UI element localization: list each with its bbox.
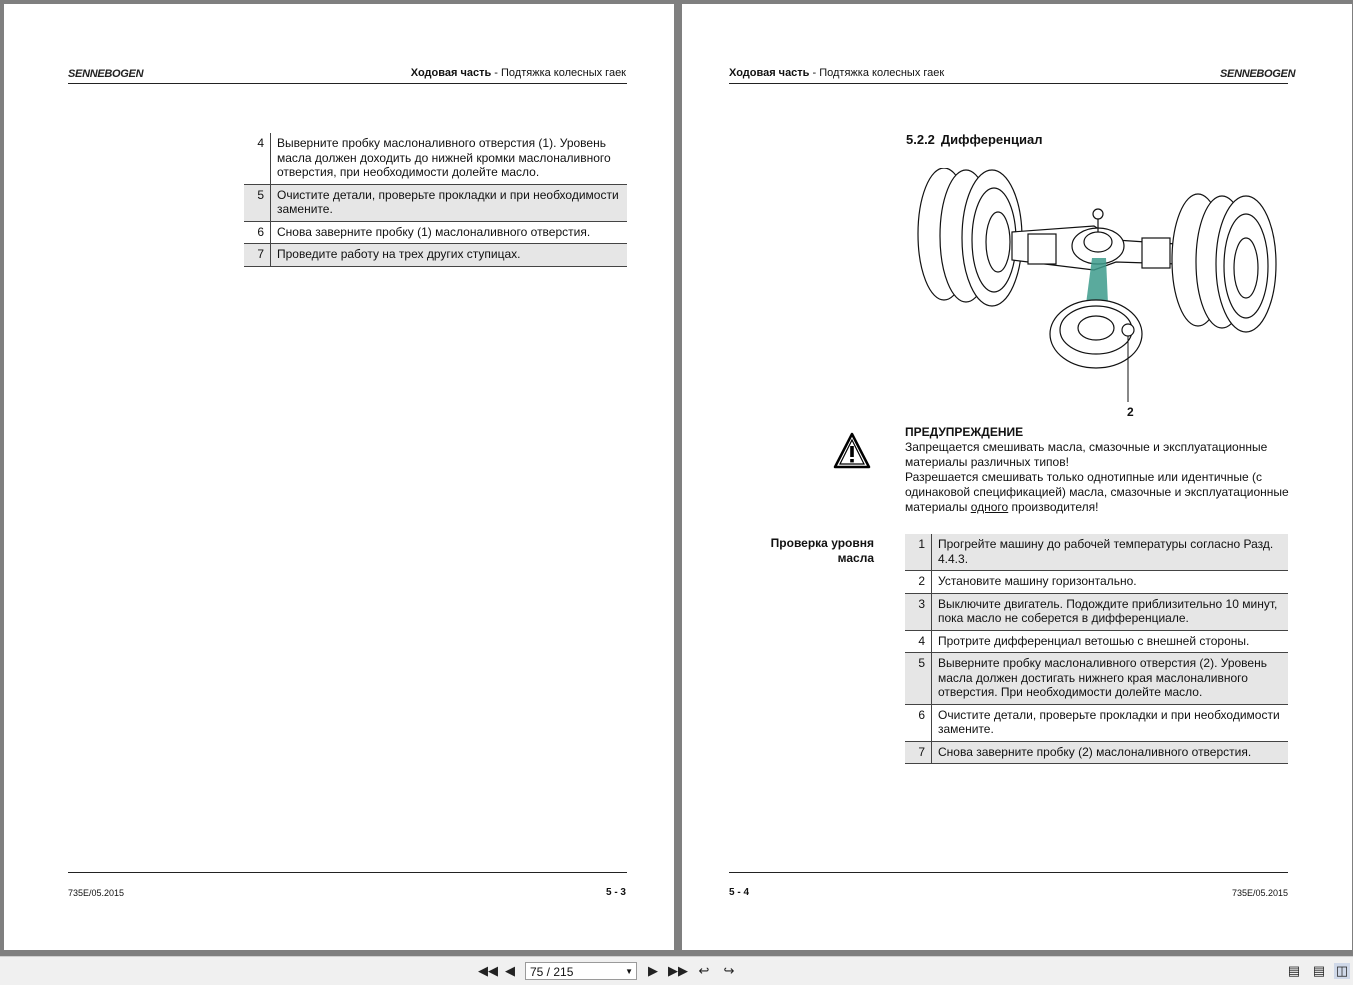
differential-axle-illustration xyxy=(916,168,1286,418)
warning-title: ПРЕДУПРЕЖДЕНИЕ xyxy=(905,425,1024,439)
header-rule xyxy=(729,83,1288,84)
section-number: 5.2.2 xyxy=(906,132,935,147)
step-row xyxy=(905,741,1288,764)
step-number: 5 xyxy=(905,653,932,705)
page-indicator: 75 / 215 xyxy=(530,965,574,979)
step-row xyxy=(244,133,627,184)
step-number: 6 xyxy=(905,704,932,741)
document-page-right xyxy=(682,4,1352,950)
header-rule xyxy=(68,83,627,84)
step-row xyxy=(905,534,1288,571)
step-row xyxy=(905,571,1288,594)
step-number: 7 xyxy=(244,244,271,267)
page-number-input[interactable] xyxy=(525,962,637,980)
last-page-icon[interactable]: ▶▶ xyxy=(668,963,688,978)
warning-paragraph-2 xyxy=(905,470,1295,515)
step-text: Выключите двигатель. Подождите приблизительно 10 минут, пока масло не соберется в дифференциале. xyxy=(938,596,1278,625)
step-text: Прогрейте машину до рабочей температуры согласно Разд. 4.4.3. xyxy=(938,537,1274,566)
step-number: 3 xyxy=(905,593,932,630)
page-number: 5 - 3 xyxy=(605,887,626,898)
step-number: 2 xyxy=(905,571,932,594)
step-text: Установите машину горизонтально. xyxy=(938,574,1137,588)
footer-rule xyxy=(68,872,627,873)
header-chapter: Ходовая часть xyxy=(410,67,492,79)
footer-code: 735E/05.2015 xyxy=(1231,888,1288,898)
continuous-view-icon[interactable]: ▤ xyxy=(1312,963,1326,978)
step-number: 7 xyxy=(905,741,932,764)
step-number: 1 xyxy=(905,534,932,571)
two-page-view-icon[interactable]: ◫ xyxy=(1335,963,1349,978)
warning-text-part: Разрешается смешивать только однотипные или идентичные (с одинаковой спецификацией) масла, смазочные и эксплуатационные материалы xyxy=(905,470,1289,514)
figure-callout-2: 2 xyxy=(1127,405,1134,419)
document-page-left xyxy=(4,4,674,950)
step-row xyxy=(905,653,1288,705)
step-row xyxy=(244,244,627,267)
header-chapter: Ходовая часть xyxy=(729,67,810,79)
step-text: Снова заверните пробку (2) маслоналивного отверстия. xyxy=(938,744,1252,759)
step-number: 6 xyxy=(244,221,271,244)
go-back-view-icon[interactable]: ↩ xyxy=(698,963,710,978)
page-number: 5 - 4 xyxy=(729,887,750,898)
sennebogen-logo: SENNEBOGEN xyxy=(68,68,144,80)
step-number: 4 xyxy=(244,133,271,184)
step-text: Протрите дифференциал ветошью с внешней стороны. xyxy=(938,633,1250,648)
previous-page-icon[interactable]: ◀ xyxy=(505,963,515,978)
single-page-view-icon[interactable]: ▤ xyxy=(1287,963,1301,978)
step-number: 4 xyxy=(905,630,932,653)
warning-text-part: производителя! xyxy=(1008,500,1099,514)
side-heading: Проверка уровня масла xyxy=(770,536,874,565)
step-row xyxy=(905,593,1288,630)
footer-rule xyxy=(729,872,1288,873)
viewer-toolbar xyxy=(0,956,1353,985)
header-topic: - Подтяжка колесных гаек xyxy=(809,67,945,79)
section-title xyxy=(906,132,1048,147)
first-page-icon[interactable]: ◀◀ xyxy=(478,963,498,978)
warning-triangle-icon xyxy=(833,432,871,470)
steps-table xyxy=(905,534,1288,764)
go-forward-view-icon[interactable]: ↪ xyxy=(723,963,735,978)
step-text: Снова заверните пробку (1) маслоналивного отверстия. xyxy=(277,224,591,239)
header-topic: - Подтяжка колесных гаек xyxy=(491,67,626,79)
warning-paragraph-1: Запрещается смешивать масла, смазочные и эксплуатационные материалы различных типов! xyxy=(905,440,1268,469)
step-text: Выверните пробку маслоналивного отверстия (1). Уровень масла должен доходить до нижней кромки маслоналивного отверстия, при необходимости долейте масло. xyxy=(277,136,611,179)
step-text: Очистите детали, проверьте прокладки и при необходимости замените. xyxy=(938,707,1280,736)
warning-text xyxy=(905,440,1295,515)
step-row xyxy=(244,184,627,221)
step-text: Проведите работу на трех других ступицах. xyxy=(277,247,521,261)
step-text: Очистите детали, проверьте прокладки и при необходимости замените. xyxy=(277,187,619,216)
sennebogen-logo: SENNEBOGEN xyxy=(1220,68,1296,80)
page-header xyxy=(411,67,626,79)
warning-underlined-word: одного xyxy=(970,500,1009,514)
step-row xyxy=(244,221,627,244)
footer-code: 735E/05.2015 xyxy=(68,888,125,898)
steps-table xyxy=(244,133,627,267)
page-header xyxy=(729,67,944,79)
step-row xyxy=(905,630,1288,653)
step-row xyxy=(905,704,1288,741)
next-page-icon[interactable]: ▶ xyxy=(648,963,658,978)
step-text: Выверните пробку маслоналивного отверстия (2). Уровень масла должен достигать нижнего края маслоналивного отверстия. При необходимости долейте масло. xyxy=(938,656,1267,699)
step-number: 5 xyxy=(244,184,271,221)
chevron-down-icon[interactable]: ▼ xyxy=(625,967,633,976)
section-name: Дифференциал xyxy=(940,132,1043,147)
